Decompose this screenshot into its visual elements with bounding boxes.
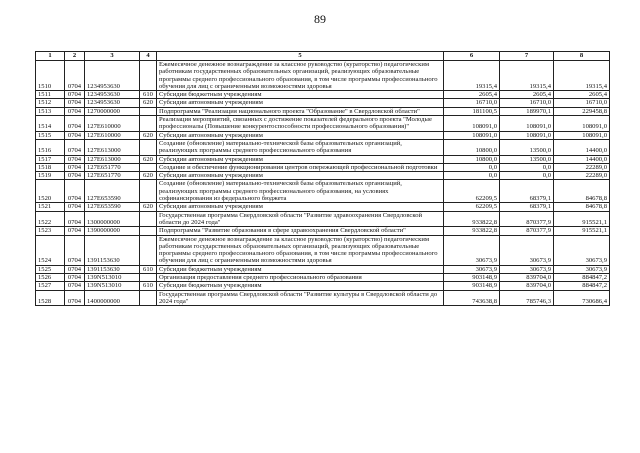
amount-year-1: 62209,5 (444, 203, 500, 211)
amount-year-2: 13500,0 (500, 155, 554, 163)
amount-year-2: 2605,4 (500, 91, 554, 99)
article-code: 127E613000 (85, 139, 140, 155)
section-code: 0704 (65, 139, 85, 155)
article-code: 127E653590 (85, 180, 140, 203)
amount-year-3: 16710,0 (554, 99, 610, 107)
article-code: 1390000000 (85, 227, 140, 235)
table-row (36, 227, 610, 235)
article-code: 127E610000 (85, 116, 140, 132)
amount-year-1: 16710,0 (444, 99, 500, 107)
row-number: 1523 (36, 227, 65, 235)
table-row (36, 211, 610, 227)
table-row (36, 172, 610, 180)
amount-year-3: 30673,9 (554, 265, 610, 273)
article-code: 127E653590 (85, 203, 140, 211)
amount-year-1: 743638,8 (444, 290, 500, 306)
section-code: 0704 (65, 116, 85, 132)
column-header: 4 (140, 52, 157, 61)
article-code: 127E651770 (85, 172, 140, 180)
expense-type-code: 620 (140, 155, 157, 163)
budget-table (35, 51, 610, 306)
table-row (36, 282, 610, 290)
expense-type-code (140, 107, 157, 115)
table-row (36, 155, 610, 163)
amount-year-1: 933822,8 (444, 227, 500, 235)
amount-year-1: 903148,9 (444, 282, 500, 290)
row-name: Ежемесячное денежное вознаграждение за классное руководство (кураторство) педагогическим работникам государственных образовательных организаций, реализующих образовательные программы среднего профессионального образования, в том числе программы профессионального обучения для лиц с ограниченными возможностями здоровья (157, 61, 444, 91)
amount-year-2: 30673,9 (500, 265, 554, 273)
amount-year-3: 19315,4 (554, 61, 610, 91)
table-row (36, 139, 610, 155)
amount-year-3: 14400,0 (554, 155, 610, 163)
row-number: 1518 (36, 163, 65, 171)
amount-year-2: 785746,3 (500, 290, 554, 306)
article-code: 1391153630 (85, 235, 140, 265)
article-code: 139N513010 (85, 282, 140, 290)
row-name: Субсидии бюджетным учреждениям (157, 265, 444, 273)
row-number: 1526 (36, 274, 65, 282)
expense-type-code (140, 290, 157, 306)
amount-year-3: 884847,2 (554, 282, 610, 290)
amount-year-2: 870377,9 (500, 211, 554, 227)
row-number: 1512 (36, 99, 65, 107)
article-code: 1400000000 (85, 290, 140, 306)
row-name: Организация предоставления среднего профессионального образования (157, 274, 444, 282)
article-code: 1234953630 (85, 91, 140, 99)
row-number: 1511 (36, 91, 65, 99)
amount-year-1: 108091,0 (444, 131, 500, 139)
amount-year-3: 108091,0 (554, 131, 610, 139)
row-number: 1516 (36, 139, 65, 155)
amount-year-2: 839704,0 (500, 274, 554, 282)
row-number: 1520 (36, 180, 65, 203)
row-name: Подпрограмма "Развитие образования в сфере здравоохранения Свердловской области" (157, 227, 444, 235)
amount-year-2: 68379,1 (500, 203, 554, 211)
section-code: 0704 (65, 290, 85, 306)
expense-type-code: 620 (140, 99, 157, 107)
table-row (36, 61, 610, 91)
section-code: 0704 (65, 282, 85, 290)
row-name: Субсидии автономным учреждениям (157, 203, 444, 211)
amount-year-1: 181100,5 (444, 107, 500, 115)
expense-type-code (140, 274, 157, 282)
amount-year-3: 84678,8 (554, 203, 610, 211)
amount-year-2: 839704,0 (500, 282, 554, 290)
row-name: Создание (обновление) материально-технической базы образовательных организаций, реализующих программы среднего профессионального образования, на условиях софинансирования из федерального бюджета (157, 180, 444, 203)
row-number: 1522 (36, 211, 65, 227)
row-name: Субсидии автономным учреждениям (157, 131, 444, 139)
expense-type-code (140, 227, 157, 235)
amount-year-3: 915521,1 (554, 211, 610, 227)
amount-year-2: 189970,1 (500, 107, 554, 115)
amount-year-1: 19315,4 (444, 61, 500, 91)
column-header: 3 (85, 52, 140, 61)
table-row (36, 290, 610, 306)
article-code: 1270000000 (85, 107, 140, 115)
table-row (36, 91, 610, 99)
expense-type-code (140, 116, 157, 132)
table-row (36, 180, 610, 203)
row-number: 1524 (36, 235, 65, 265)
expense-type-code: 620 (140, 131, 157, 139)
row-name: Субсидии бюджетным учреждениям (157, 282, 444, 290)
amount-year-1: 0,0 (444, 163, 500, 171)
section-code: 0704 (65, 61, 85, 91)
amount-year-1: 0,0 (444, 172, 500, 180)
section-code: 0704 (65, 107, 85, 115)
amount-year-3: 108091,0 (554, 116, 610, 132)
amount-year-1: 2605,4 (444, 91, 500, 99)
expense-type-code: 620 (140, 172, 157, 180)
row-name: Создание (обновление) материально-технической базы образовательных организаций, реализующих программы среднего профессионального образования (157, 139, 444, 155)
section-code: 0704 (65, 99, 85, 107)
section-code: 0704 (65, 91, 85, 99)
row-number: 1525 (36, 265, 65, 273)
table-row (36, 116, 610, 132)
column-header: 2 (65, 52, 85, 61)
amount-year-2: 870377,9 (500, 227, 554, 235)
row-name: Ежемесячное денежное вознаграждение за классное руководство (кураторство) педагогическим работникам государственных образовательных организаций, реализующих образовательные программы среднего профессионального образования, в том числе программы профессионального обучения для лиц с ограниченными возможностями здоровья (157, 235, 444, 265)
article-code: 1300000000 (85, 211, 140, 227)
table-row (36, 265, 610, 273)
amount-year-3: 884847,2 (554, 274, 610, 282)
row-number: 1514 (36, 116, 65, 132)
expense-type-code (140, 61, 157, 91)
row-name: Субсидии автономным учреждениям (157, 155, 444, 163)
amount-year-2: 16710,0 (500, 99, 554, 107)
expense-type-code (140, 235, 157, 265)
row-number: 1527 (36, 282, 65, 290)
section-code: 0704 (65, 131, 85, 139)
section-code: 0704 (65, 235, 85, 265)
row-number: 1515 (36, 131, 65, 139)
amount-year-1: 10800,0 (444, 139, 500, 155)
section-code: 0704 (65, 172, 85, 180)
section-code: 0704 (65, 180, 85, 203)
article-code: 1234953630 (85, 61, 140, 91)
amount-year-3: 30673,9 (554, 235, 610, 265)
article-code: 139N513010 (85, 274, 140, 282)
expense-type-code: 610 (140, 265, 157, 273)
expense-type-code (140, 163, 157, 171)
amount-year-3: 14400,0 (554, 139, 610, 155)
table-row (36, 203, 610, 211)
amount-year-3: 22289,0 (554, 172, 610, 180)
amount-year-3: 229458,8 (554, 107, 610, 115)
amount-year-3: 2605,4 (554, 91, 610, 99)
row-name: Субсидии автономным учреждениям (157, 172, 444, 180)
row-name: Реализация мероприятий, связанных с достижение показателей федерального проекта "Молодые профессионалы (Повышение конкурентоспособности профессионального образования)" (157, 116, 444, 132)
table-row (36, 107, 610, 115)
amount-year-1: 10800,0 (444, 155, 500, 163)
amount-year-1: 30673,9 (444, 235, 500, 265)
amount-year-1: 108091,0 (444, 116, 500, 132)
amount-year-2: 30673,9 (500, 235, 554, 265)
amount-year-3: 915521,1 (554, 227, 610, 235)
amount-year-1: 30673,9 (444, 265, 500, 273)
article-code: 1234953630 (85, 99, 140, 107)
section-code: 0704 (65, 155, 85, 163)
row-name: Создание и обеспечение функционирования центров опережающей профессиональной подготовки (157, 163, 444, 171)
row-number: 1510 (36, 61, 65, 91)
row-name: Государственная программа Свердловской области "Развитие культуры в Свердловской области до 2024 года" (157, 290, 444, 306)
page-number: 89 (314, 12, 326, 26)
amount-year-2: 108091,0 (500, 116, 554, 132)
table-row (36, 131, 610, 139)
table-row (36, 163, 610, 171)
row-name: Государственная программа Свердловской области "Развитие здравоохранения Свердловской области до 2024 года" (157, 211, 444, 227)
table-row (36, 274, 610, 282)
section-code: 0704 (65, 211, 85, 227)
amount-year-3: 84678,8 (554, 180, 610, 203)
amount-year-2: 68379,1 (500, 180, 554, 203)
expense-type-code: 620 (140, 203, 157, 211)
section-code: 0704 (65, 163, 85, 171)
amount-year-2: 108091,0 (500, 131, 554, 139)
expense-type-code (140, 180, 157, 203)
column-header: 5 (157, 52, 444, 61)
article-code: 127E613000 (85, 155, 140, 163)
amount-year-1: 62209,5 (444, 180, 500, 203)
row-number: 1519 (36, 172, 65, 180)
expense-type-code: 610 (140, 91, 157, 99)
section-code: 0704 (65, 227, 85, 235)
row-name: Субсидии автономным учреждениям (157, 99, 444, 107)
column-header: 8 (554, 52, 610, 61)
row-number: 1521 (36, 203, 65, 211)
column-header: 1 (36, 52, 65, 61)
expense-type-code (140, 139, 157, 155)
amount-year-2: 13500,0 (500, 139, 554, 155)
section-code: 0704 (65, 203, 85, 211)
expense-type-code: 610 (140, 282, 157, 290)
row-name: Субсидии бюджетным учреждениям (157, 91, 444, 99)
amount-year-1: 903148,9 (444, 274, 500, 282)
row-number: 1517 (36, 155, 65, 163)
amount-year-2: 0,0 (500, 163, 554, 171)
table-row (36, 99, 610, 107)
table-row (36, 235, 610, 265)
row-number: 1528 (36, 290, 65, 306)
article-code: 1391153630 (85, 265, 140, 273)
amount-year-1: 933822,8 (444, 211, 500, 227)
amount-year-2: 0,0 (500, 172, 554, 180)
amount-year-3: 22289,0 (554, 163, 610, 171)
column-header: 7 (500, 52, 554, 61)
row-number: 1513 (36, 107, 65, 115)
header-row (36, 52, 610, 61)
section-code: 0704 (65, 274, 85, 282)
section-code: 0704 (65, 265, 85, 273)
article-code: 127E610000 (85, 131, 140, 139)
row-name: Подпрограмма "Реализация национального проекта "Образование" в Свердловской области" (157, 107, 444, 115)
column-header: 6 (444, 52, 500, 61)
amount-year-3: 730686,4 (554, 290, 610, 306)
amount-year-2: 19315,4 (500, 61, 554, 91)
expense-type-code (140, 211, 157, 227)
article-code: 127E651770 (85, 163, 140, 171)
